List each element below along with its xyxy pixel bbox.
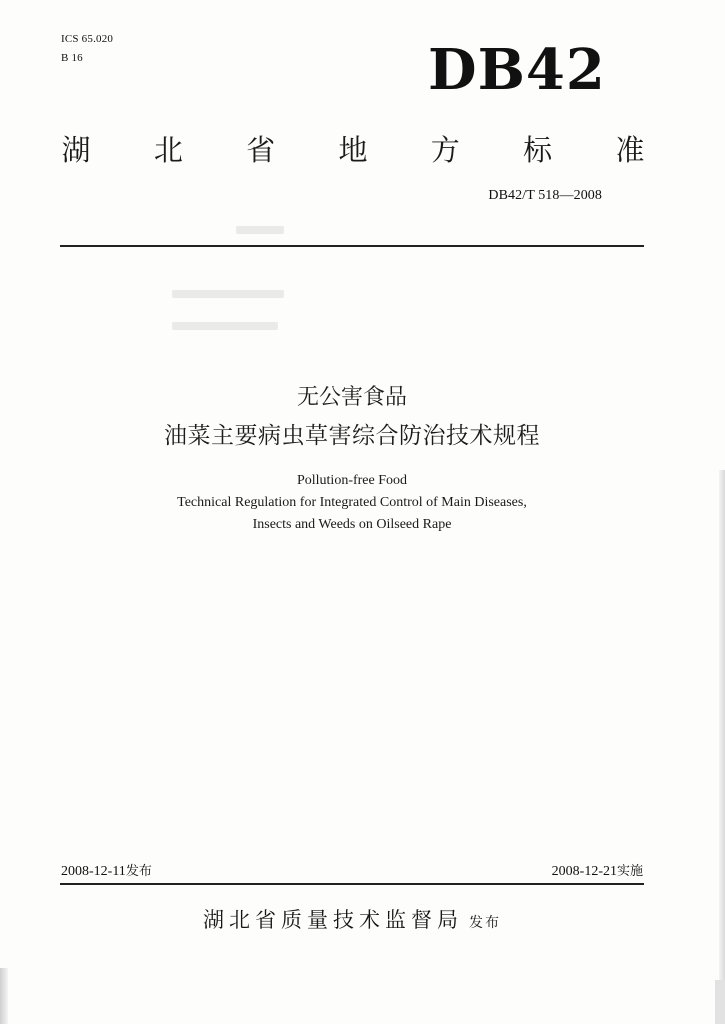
standard-type-char: 标 [523,133,553,167]
title-cn-sub: 油菜主要病虫草害综合防治技术规程 [164,423,540,449]
issue-date-value: 2008-12-11 [61,864,126,879]
ccs-code: B 16 [61,52,83,64]
standard-type-char: 地 [338,133,368,167]
standard-type-heading [58,130,648,170]
scan-edge-shadow [0,968,8,1024]
standard-type-char: 北 [153,133,183,167]
scan-edge-shadow [719,470,725,1024]
title-en-line: Technical Regulation for Integrated Control of Main Diseases, [177,495,527,510]
title-cn-main: 无公害食品 [296,385,407,410]
issuer-line [60,904,644,936]
standard-type-char: 准 [615,133,645,167]
standard-type-char: 方 [430,133,460,167]
scan-bleed-mark [236,226,284,234]
ics-code: ICS 65.020 [61,33,114,45]
title-en-line: Insects and Weeds on Oilseed Rape [252,517,452,532]
header-divider [60,245,644,247]
implement-date [552,862,643,882]
implement-date-label: 实施 [616,864,643,879]
scan-bleed-mark [172,322,278,330]
standard-type-char: 湖 [61,133,91,167]
issuer-action: 发布 [469,915,501,931]
standard-type-char: 省 [246,133,276,167]
scan-edge-shadow [715,980,725,1024]
issue-date-label: 发布 [125,864,152,879]
standard-number: DB42/T 518—2008 [488,188,602,203]
standard-code-logo: DB42 [428,37,606,103]
scan-bleed-mark [172,290,284,298]
footer-divider [60,883,644,885]
implement-date-value: 2008-12-21 [551,864,617,879]
issuer-organization: 湖北省质量技术监督局 [203,908,463,932]
title-en-line: Pollution-free Food [296,473,408,488]
issue-date [61,862,152,882]
